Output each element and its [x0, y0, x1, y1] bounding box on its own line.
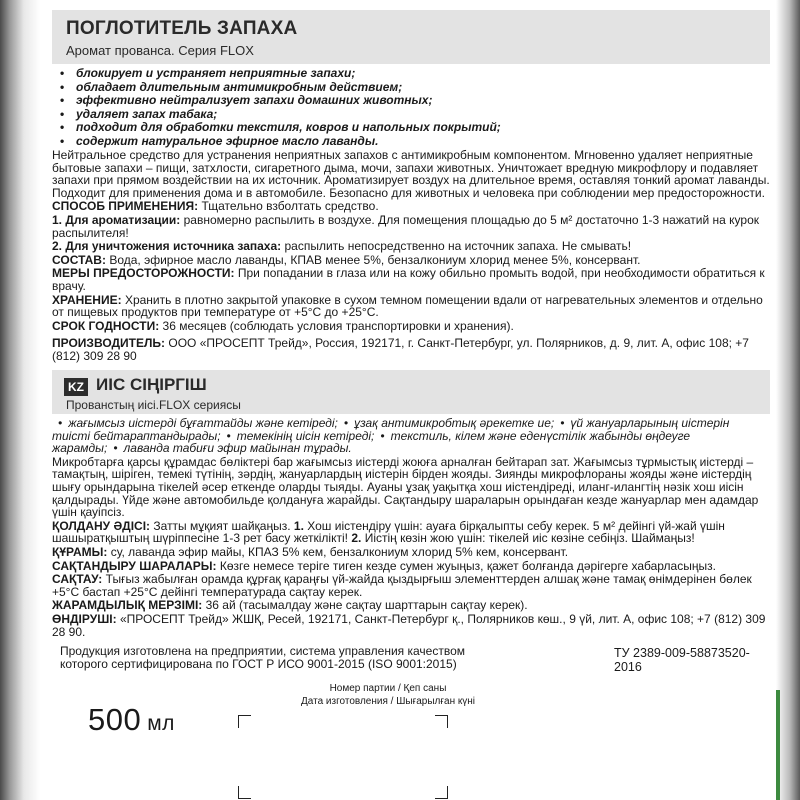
ru-usage-step-1-text: равномерно распылить в воздухе. Для помещения площадью до 5 м² достаточно 1-3 нажатий на курок распылителя!	[52, 212, 759, 240]
ru-producer-heading: ПРОИЗВОДИТЕЛЬ:	[52, 336, 166, 351]
kz-producer-heading: ӨНДІРУШІ:	[52, 611, 117, 626]
kz-language-badge: KZ	[64, 378, 88, 396]
kz-description: Микробтарға қарсы құрамдас бөліктері бар жағымсыз иістерді жоюға арналған бейтарап зат. Жағымсыз тұрмыстық иістерді – тамақтың, шіріген, темекі түтінің, зәрдің, жануарлардың иістерін бірден жояды. Зиянды микрофлораны жояды және иістердің шығу орындарына тікелей әсер еткенде оларды тыяды. Ауаны ұзақ уақытқа хош иістендіреді, иланг-илангтің нәзік хош иісін қалдырады. Үйде және автомобильде қолдануға жарайды. Сақтандыру шараларын орындаған кезде жануарлар мен адамдар үшін қауіпсіз.	[52, 454, 759, 520]
list-item: лаванда табиғи эфир майынан тұрады.	[123, 441, 352, 456]
ru-usage-step-2-heading: 2. Для уничтожения источника запаха:	[52, 239, 282, 254]
manufacture-date-label: Дата изготовления / Шығарылған күні	[300, 695, 475, 707]
ru-composition-text: Вода, эфирное масло лаванды, КПАВ менее 5%, бензалкониум хлорид менее 5%, консервант.	[109, 252, 641, 267]
bottle-edge-right	[776, 0, 800, 800]
kz-producer-text: «ПРОСЕПТ Трейд» ЖШҚ, Ресей, 192171, Санкт-Петербург қ., Полярников көш., 9 үй, лит. А, офис 108; +7 (812) 309 28 90.	[52, 611, 766, 639]
ru-usage-text: Тщательно взболтать средство.	[201, 199, 379, 214]
ru-usage	[52, 200, 770, 213]
ru-usage-step-1	[52, 214, 770, 239]
ru-precautions-text: При попадании в глаза или на кожу обильно промыть водой, при необходимости обратиться к врачу.	[52, 266, 765, 293]
ru-precautions	[52, 267, 770, 292]
ru-description: Нейтральное средство для устранения неприятных запахов с антимикробным компонентом. Мгновенно удаляет неприятные бытовые запахи – пищи, затхлости, сигаретного дыма, мочи, запахи животных. Уничтожает вредную микрофлору и подавляет запахи при прямом воздействии на их источник. Ароматизирует воздух на длительное время, оставляя тонкий аромат лаванды. Подходит для применения дома и в автомобиле. Безопасно для животных и человека при соблюдении мер предосторожности.	[52, 148, 770, 200]
print-area-corner-top-left	[238, 715, 251, 728]
batch-number-label: Номер партии / Қеп саны	[329, 683, 447, 694]
list-item: • эффективно нейтрализует запахи домашних животных;	[60, 94, 770, 108]
kz-producer	[52, 613, 770, 638]
kz-header	[52, 370, 770, 414]
kz-composition-text: су, лаванда эфир майы, КПАЗ 5% кем, бензалкониум хлорид 5% кем, консервант.	[110, 544, 569, 559]
kz-usage-step-1-heading: 1.	[293, 518, 304, 533]
kz-usage-heading: ҚОЛДАНУ ӘДІСІ:	[52, 518, 151, 533]
kz-precautions	[52, 560, 770, 573]
list-item: жағымсыз иістерді бұғаттайды және кетіреді;	[68, 416, 338, 430]
ru-usage-step-2	[52, 240, 770, 253]
kz-usage-text: Затты мұқият шайқаңыз.	[153, 518, 291, 533]
volume-label	[88, 702, 175, 738]
ru-precautions-heading: МЕРЫ ПРЕДОСТОРОЖНОСТИ:	[52, 266, 235, 281]
kz-usage	[52, 520, 770, 545]
ru-storage-heading: ХРАНЕНИЕ:	[52, 292, 122, 307]
kz-composition	[52, 546, 770, 559]
label-panel	[52, 0, 770, 800]
ru-composition	[52, 254, 770, 267]
list-item: үй жануарларының иістерін тиісті бейтараптандырады;	[52, 416, 730, 443]
volume-unit: мл	[147, 712, 175, 735]
print-area-corner-bottom-left	[238, 786, 251, 799]
kz-product-subtitle: Прованстың иісі.FLOX сериясы	[66, 398, 241, 412]
kz-storage	[52, 573, 770, 598]
tu-code: ТУ 2389-009-58873520-2016	[614, 646, 750, 674]
ru-shelf-life-text: 36 месяцев (соблюдать условия транспортировки и хранения).	[162, 318, 514, 333]
kz-composition-heading: ҚҰРАМЫ:	[52, 544, 108, 559]
list-item: • содержит натуральное эфирное масло лаванды.	[60, 135, 770, 149]
ru-shelf-life-heading: СРОК ГОДНОСТИ:	[52, 318, 160, 333]
ru-instructions	[52, 149, 770, 364]
ru-benefits-list	[60, 67, 770, 148]
kz-usage-step-2-heading: 2.	[351, 531, 362, 546]
kz-usage-step-2-text: Иістің көзін жою үшін: тікелей иіс көзіне себіңіз. Шаймаңыз!	[364, 531, 695, 546]
kz-shelf-life-heading: ЖАРАМДЫЛЫҚ МЕРЗІМІ:	[52, 598, 203, 613]
print-area-corner-bottom-right	[435, 786, 448, 799]
kz-storage-heading: САҚТАУ:	[52, 572, 103, 587]
ru-product-title: ПОГЛОТИТЕЛЬ ЗАПАХА	[66, 18, 298, 39]
kz-precautions-text: Көзге немесе теріге тиген кезде сумен жуыңыз, қажет болғанда дәрігерге хабарласыңыз.	[219, 558, 716, 573]
kz-storage-text: Тығыз жабылған орамда құрғақ қараңғы үй-жайда қыздырғыш элементтерден алшақ және тамақ өнімдерінен бөлек +5°C бастап +25°C дейінгі температурада сақтау керек.	[52, 572, 752, 599]
ru-usage-step-1-heading: 1. Для ароматизации:	[52, 212, 181, 227]
list-item: текстиль, кілем және еденүстілік жабынды өңдеуге жарамды;	[52, 428, 691, 456]
bottle-edge-left	[0, 0, 40, 800]
ru-producer	[52, 337, 770, 362]
list-item: ұзақ антимикробтық әрекетке ие;	[354, 416, 555, 430]
ru-usage-step-2-text: распылить непосредственно на источник запаха. Не смывать!	[284, 239, 632, 254]
kz-shelf-life-text: 36 ай (тасымалдау және сақтау шарттарын сақтау керек).	[205, 598, 528, 613]
kz-precautions-heading: САҚТАНДЫРУ ШАРАЛАРЫ:	[52, 558, 217, 573]
print-area-corner-top-right	[435, 715, 448, 728]
quality-certification-note: Продукция изготовлена на предприятии, система управления качеством которого сертифицирована по ГОСТ Р ИСО 9001-2015 (ISO 9001:2015)	[60, 644, 465, 671]
green-accent-stripe	[776, 690, 780, 800]
kz-product-title: ИІС СІҢІРГІШ	[96, 375, 207, 394]
kz-usage-step-1-text: Хош иістендіру үшін: ауаға бірқалыпты себу керек. 5 м² дейінгі үй-жай үшін шашыратқыштың шүріппесіне 1-3 рет басу жеткілікті!	[52, 518, 725, 546]
list-item: • блокирует и устраняет неприятные запахи;	[60, 67, 770, 81]
list-item: • обладает длительным антимикробным действием;	[60, 81, 770, 95]
ru-producer-text: ООО «ПРОСЕПТ Трейд», Россия, 192171, г. Санкт-Петербург, ул. Полярников, д. 9, лит. А, офис 108; +7 (812) 309 28 90	[52, 336, 749, 363]
ru-usage-heading: СПОСОБ ПРИМЕНЕНИЯ:	[52, 199, 199, 214]
list-item: темекінің иісін кетіреді;	[236, 428, 375, 443]
kz-shelf-life	[52, 599, 770, 612]
volume-number: 500	[88, 702, 142, 737]
kz-instructions	[52, 417, 770, 639]
ru-header	[52, 10, 770, 64]
list-item: • подходит для обработки текстиля, ковров и напольных покрытий;	[60, 121, 770, 135]
kz-benefits-list: • жағымсыз иістерді бұғаттайды және кетіреді; • ұзақ антимикробтық әрекетке ие; • үй жануарларының иістерін тиісті бейтараптандырады; • темекінің иісін кетіреді; • текстиль, кілем және еденүстілік жабынды өңдеуге жарамды; • лаванда табиғи эфир майынан тұрады.	[52, 416, 730, 456]
ru-storage-text: Хранить в плотно закрытой упаковке в сухом темном помещении вдали от нагревательных элементов и отдельно от пищевых продуктов при температуре от +5°C до +25°C.	[52, 292, 763, 320]
list-item: • удаляет запах табака;	[60, 108, 770, 122]
ru-product-subtitle: Аромат прованса. Серия FLOX	[66, 43, 254, 58]
ru-composition-heading: СОСТАВ:	[52, 252, 106, 267]
ru-shelf-life	[52, 320, 770, 333]
ru-storage	[52, 294, 770, 319]
batch-info	[296, 683, 480, 708]
